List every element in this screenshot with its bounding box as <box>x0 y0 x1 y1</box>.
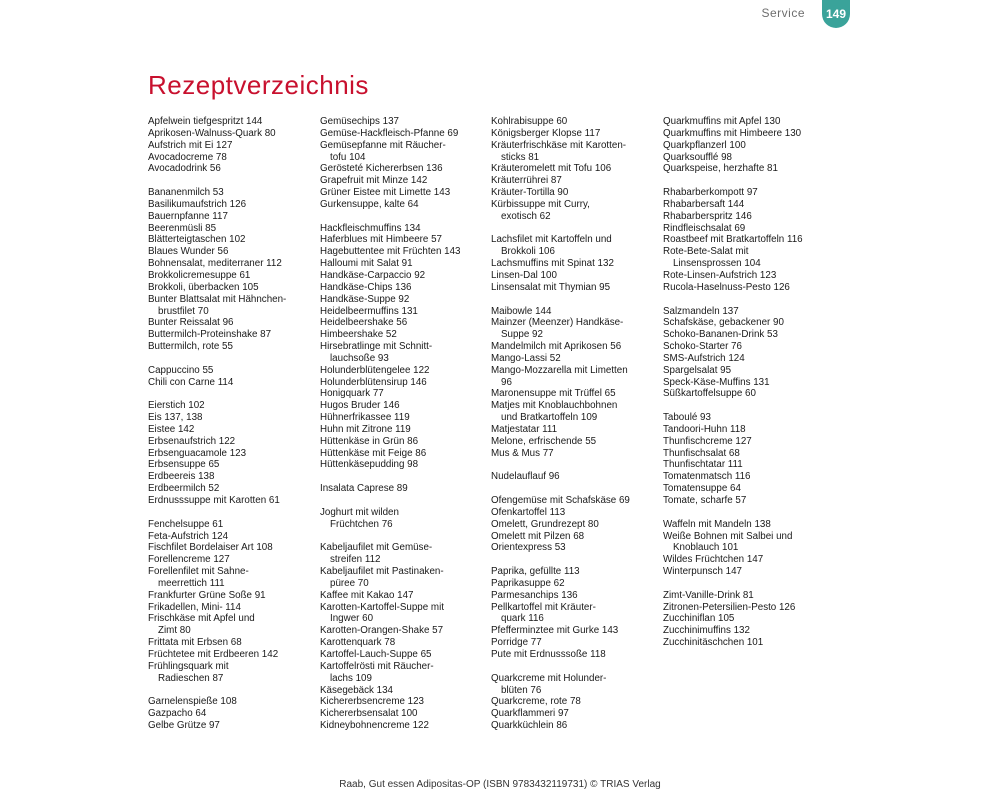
index-entry: Hüttenkäsepudding 98 <box>320 459 419 471</box>
section-label: Service <box>761 6 805 20</box>
index-entry: Quarkflammeri 97 <box>491 708 569 720</box>
group-spacer <box>320 531 488 543</box>
index-entry: Blaues Wunder 56 <box>148 246 229 258</box>
index-entry: Quarkcreme, rote 78 <box>491 696 581 708</box>
index-entry: Süßkartoffelsuppe 60 <box>663 388 756 400</box>
index-entry: Linsen-Dal 100 <box>491 269 557 281</box>
index-entry: Frikadellen, Mini- 114 <box>148 601 241 613</box>
index-entry: Kräuterfrischkäse mit Karotten- <box>491 139 627 151</box>
index-entry: Erbsenguacamole 123 <box>148 447 247 459</box>
group-spacer <box>320 471 488 483</box>
group-spacer <box>148 175 316 187</box>
index-entry-continuation: Ingwer 60 <box>330 613 374 625</box>
group-spacer <box>320 495 488 507</box>
copyright-footer: Raab, Gut essen Adipositas-OP (ISBN 9783432119731) © TRIAS Verlag <box>339 779 661 790</box>
index-entry: Quarkcreme mit Holunder- <box>491 672 607 684</box>
index-entry: Hugos Bruder 146 <box>320 400 400 412</box>
index-column-2 <box>320 116 488 732</box>
group-spacer <box>148 388 316 400</box>
index-entry: Fenchelsuppe 61 <box>148 518 224 530</box>
group-spacer <box>663 175 831 187</box>
index-entry: Kichererbsensalat 100 <box>320 708 418 720</box>
index-entry: Wildes Früchtchen 147 <box>663 554 764 566</box>
index-entry: Kabeljaufilet mit Pastinaken- <box>320 566 444 578</box>
index-entry: Hühnerfrikassee 119 <box>320 412 410 424</box>
index-entry: Schafskäse, gebackener 90 <box>663 317 784 329</box>
group-spacer <box>491 223 659 235</box>
index-entry: Tomatensuppe 64 <box>663 483 741 495</box>
index-entry: Salzmandeln 137 <box>663 305 739 317</box>
index-entry: Käsegebäck 134 <box>320 684 393 696</box>
index-entry: Feta-Aufstrich 124 <box>148 530 229 542</box>
index-entry: Quarkküchlein 86 <box>491 720 568 732</box>
index-entry: Zimt-Vanille-Drink 81 <box>663 589 754 601</box>
index-entry: Garnelenspieße 108 <box>148 696 237 708</box>
index-entry: Beerenmüsli 85 <box>148 222 217 234</box>
index-entry: Rote-Linsen-Aufstrich 123 <box>663 269 777 281</box>
group-spacer <box>491 554 659 566</box>
index-entry: Aufstrich mit Ei 127 <box>148 139 233 151</box>
index-entry: Kartoffelrösti mit Räucher- <box>320 660 434 672</box>
index-entry-continuation: 96 <box>501 376 512 388</box>
index-entry: Karottenquark 78 <box>320 637 396 649</box>
group-spacer <box>148 507 316 519</box>
index-entry: Avocadocreme 78 <box>148 151 227 163</box>
index-entry: Winterpunsch 147 <box>663 566 742 578</box>
index-entry: Gemüsechips 137 <box>320 116 399 127</box>
index-entry: Frankfurter Grüne Soße 91 <box>148 589 266 601</box>
index-entry: Orientexpress 53 <box>491 542 566 554</box>
index-entry: Gelbe Grütze 97 <box>148 720 220 732</box>
index-entry: Quarkmuffins mit Apfel 130 <box>663 116 781 127</box>
index-entry: Brokkoli, überbacken 105 <box>148 281 259 293</box>
index-entry-continuation: exotisch 62 <box>501 210 551 222</box>
index-entry: Thunfischsalat 68 <box>663 447 740 459</box>
index-entry: Erdbeermilch 52 <box>148 483 220 495</box>
index-entry: Apfelwein tiefgespritzt 144 <box>148 116 263 127</box>
index-entry: Roastbeef mit Bratkartoffeln 116 <box>663 234 803 246</box>
index-entry-continuation: Linsensprossen 104 <box>673 258 761 270</box>
index-entry: Omelett, Grundrezept 80 <box>491 518 599 530</box>
index-entry-continuation: lachs 109 <box>330 672 372 684</box>
index-entry: Hüttenkäse in Grün 86 <box>320 435 419 447</box>
index-entry: Erdbeereis 138 <box>148 471 215 483</box>
index-entry: Frittata mit Erbsen 68 <box>148 637 242 649</box>
index-entry: Eierstich 102 <box>148 400 205 412</box>
index-entry: Schoko-Bananen-Drink 53 <box>663 329 778 341</box>
index-entry: Zucchiniflan 105 <box>663 613 735 625</box>
index-entry: Zucchinimuffins 132 <box>663 625 750 637</box>
index-entry: Taboulé 93 <box>663 412 711 424</box>
index-entry: Quarkmuffins mit Himbeere 130 <box>663 127 802 139</box>
index-entry: Gemüse-Hackfleisch-Pfanne 69 <box>320 127 459 139</box>
index-entry: Insalata Caprese 89 <box>320 483 408 495</box>
index-entry: Holunderblütengelee 122 <box>320 364 430 376</box>
index-entry: Gazpacho 64 <box>148 708 207 720</box>
index-entry: Erbsensuppe 65 <box>148 459 220 471</box>
index-entry: Bauernpfanne 117 <box>148 210 228 222</box>
index-entry: Kidneybohnencreme 122 <box>320 720 429 732</box>
index-entry: Karotten-Orangen-Shake 57 <box>320 625 444 637</box>
index-entry: Matjestatar 111 <box>491 423 558 435</box>
index-entry: Paprika, gefüllte 113 <box>491 566 580 578</box>
index-entry: Bunter Reissalat 96 <box>148 317 234 329</box>
group-spacer <box>148 353 316 365</box>
index-entry: Quarkpflanzerl 100 <box>663 139 746 151</box>
index-entry: Mus & Mus 77 <box>491 447 554 459</box>
group-spacer <box>491 661 659 673</box>
index-entry: Omelett mit Pilzen 68 <box>491 530 585 542</box>
index-entry: Kräuter-Tortilla 90 <box>491 187 569 199</box>
index-entry: Tandoori-Huhn 118 <box>663 423 746 435</box>
index-entry: Grapefruit mit Minze 142 <box>320 175 428 187</box>
index-entry: Grüner Eistee mit Limette 143 <box>320 187 451 199</box>
index-entry: Hirsebratlinge mit Schnitt- <box>320 341 433 353</box>
index-entry: Hüttenkäse mit Feige 86 <box>320 447 427 459</box>
index-entry: Weiße Bohnen mit Salbei und <box>663 530 793 542</box>
index-entry: Pute mit Erdnusssoße 118 <box>491 648 606 660</box>
index-entry: Karotten-Kartoffel-Suppe mit <box>320 601 444 613</box>
index-entry: Joghurt mit wilden <box>320 506 399 518</box>
index-entry-continuation: Radieschen 87 <box>158 672 224 684</box>
index-entry: Cappuccino 55 <box>148 364 214 376</box>
index-entry: Erdnusssuppe mit Karotten 61 <box>148 495 280 506</box>
index-column-3 <box>491 116 659 732</box>
index-entry: Tomatenmatsch 116 <box>663 471 751 483</box>
index-entry-continuation: quark 116 <box>501 613 544 625</box>
index-entry: Quarksoufflé 98 <box>663 151 732 163</box>
group-spacer <box>663 578 831 590</box>
index-entry: Rhabarberkompott 97 <box>663 187 758 199</box>
index-entry: Rucola-Haselnuss-Pesto 126 <box>663 281 790 293</box>
index-entry: Rote-Bete-Salat mit <box>663 246 749 258</box>
index-entry: Rindfleischsalat 69 <box>663 222 746 234</box>
index-entry: Gurkensuppe, kalte 64 <box>320 198 419 210</box>
index-entry: Speck-Käse-Muffins 131 <box>663 376 770 388</box>
index-entry: Forellencreme 127 <box>148 554 230 566</box>
index-entry: Frühlingsquark mit <box>148 660 229 672</box>
group-spacer <box>320 211 488 223</box>
group-spacer <box>491 294 659 306</box>
index-entry: Waffeln mit Mandeln 138 <box>663 518 771 530</box>
index-entry: Königsberger Klopse 117 <box>491 127 601 139</box>
index-entry-continuation: Brokkoli 106 <box>501 246 555 258</box>
index-entry-continuation: und Bratkartoffeln 109 <box>501 412 598 424</box>
index-entry-continuation: sticks 81 <box>501 151 540 163</box>
index-entry: Halloumi mit Salat 91 <box>320 258 413 270</box>
index-entry: Haferblues mit Himbeere 57 <box>320 234 442 246</box>
index-entry: Tomate, scharfe 57 <box>663 495 747 506</box>
index-entry: Kaffee mit Kakao 147 <box>320 589 414 601</box>
index-entry: Rhabarbersaft 144 <box>663 198 745 210</box>
index-entry-continuation: püree 70 <box>330 577 369 589</box>
index-entry: Eistee 142 <box>148 423 195 435</box>
index-entry: Rhabarberspritz 146 <box>663 210 752 222</box>
index-column-1 <box>148 116 316 732</box>
index-entry: Avocadodrink 56 <box>148 163 221 175</box>
index-entry: Basilikumaufstrich 126 <box>148 198 247 210</box>
index-entry: Erbsenaufstrich 122 <box>148 435 236 447</box>
index-column-4 <box>663 116 831 649</box>
group-spacer <box>491 483 659 495</box>
index-entry: Brokkolicremesuppe 61 <box>148 269 251 281</box>
index-entry: Ofengemüse mit Schafskäse 69 <box>491 495 630 506</box>
index-entry: Matjes mit Knoblauchbohnen <box>491 400 618 412</box>
index-entry: Früchtetee mit Erdbeeren 142 <box>148 648 279 660</box>
index-entry: Kräuterrührei 87 <box>491 175 562 187</box>
index-entry: Lachsmuffins mit Spinat 132 <box>491 258 614 270</box>
index-entry: Zucchinitäschchen 101 <box>663 637 764 649</box>
group-spacer <box>663 294 831 306</box>
index-entry: Handkäse-Carpaccio 92 <box>320 269 426 281</box>
group-spacer <box>148 685 316 697</box>
index-entry: Thunfischtatar 111 <box>663 459 743 471</box>
index-entry: Hackfleischmuffins 134 <box>320 222 421 234</box>
index-entry: Paprikasuppe 62 <box>491 577 565 589</box>
index-entry: Kichererbsencreme 123 <box>320 696 425 708</box>
index-entry: Frischkäse mit Apfel und <box>148 613 255 625</box>
index-entry: Forellenfilet mit Sahne- <box>148 566 249 578</box>
index-entry: Eis 137, 138 <box>148 412 203 424</box>
index-entry: Melone, erfrischende 55 <box>491 435 597 447</box>
index-entry: Linsensalat mit Thymian 95 <box>491 281 611 293</box>
index-entry-continuation: Suppe 92 <box>501 329 543 341</box>
index-entry: Spargelsalat 95 <box>663 364 732 376</box>
index-entry-continuation: Früchtchen 76 <box>330 518 393 530</box>
group-spacer <box>663 400 831 412</box>
index-entry: Handkäse-Suppe 92 <box>320 293 410 305</box>
index-entry: Blätterteigtaschen 102 <box>148 234 246 246</box>
group-spacer <box>491 459 659 471</box>
index-entry-continuation: blüten 76 <box>501 684 542 696</box>
index-entry: Buttermilch, rote 55 <box>148 341 233 353</box>
page-title: Rezeptverzeichnis <box>148 70 369 100</box>
index-entry: Buttermilch-Proteinshake 87 <box>148 329 272 341</box>
index-entry: Chili con Carne 114 <box>148 376 234 388</box>
index-entry: Thunfischcreme 127 <box>663 435 752 447</box>
index-entry: Quarkspeise, herzhafte 81 <box>663 163 778 175</box>
index-entry: Gerösteté Kichererbsen 136 <box>320 163 443 175</box>
index-entry: Bunter Blattsalat mit Hähnchen- <box>148 293 287 305</box>
index-entry: Mainzer (Meenzer) Handkäse- <box>491 317 624 329</box>
index-entry: SMS-Aufstrich 124 <box>663 352 745 364</box>
index-entry: Aprikosen-Walnuss-Quark 80 <box>148 127 276 139</box>
index-entry: Schoko-Starter 76 <box>663 341 742 353</box>
index-entry: Mango-Lassi 52 <box>491 352 561 364</box>
index-entry: Zitronen-Petersilien-Pesto 126 <box>663 601 796 613</box>
index-entry: Kräuteromelett mit Tofu 106 <box>491 163 612 175</box>
index-entry-continuation: streifen 112 <box>330 554 381 566</box>
index-entry-continuation: Zimt 80 <box>158 625 191 637</box>
index-entry: Heidelbeershake 56 <box>320 317 408 329</box>
index-entry: Maronensuppe mit Trüffel 65 <box>491 388 616 400</box>
index-entry: Kürbissuppe mit Curry, <box>491 198 590 210</box>
index-entry: Fischfilet Bordelaiser Art 108 <box>148 542 273 554</box>
index-entry: Maibowle 144 <box>491 305 552 317</box>
index-entry: Bananenmilch 53 <box>148 187 224 199</box>
index-entry: Ofenkartoffel 113 <box>491 506 566 518</box>
index-entry-continuation: lauchsoße 93 <box>330 352 389 364</box>
index-entry: Lachsfilet mit Kartoffeln und <box>491 234 612 246</box>
index-entry: Pfefferminztee mit Gurke 143 <box>491 625 619 637</box>
index-entry-continuation: brustfilet 70 <box>158 305 209 317</box>
index-entry-continuation: tofu 104 <box>330 151 366 163</box>
index-entry: Porridge 77 <box>491 637 542 649</box>
index-entry: Pellkartoffel mit Kräuter- <box>491 601 596 613</box>
index-entry: Kabeljaufilet mit Gemüse- <box>320 542 433 554</box>
index-entry: Honigquark 77 <box>320 388 384 400</box>
index-entry: Huhn mit Zitrone 119 <box>320 423 411 435</box>
index-entry: Kohlrabisuppe 60 <box>491 116 568 127</box>
index-entry: Parmesanchips 136 <box>491 589 578 601</box>
index-entry: Hagebuttentee mit Früchten 143 <box>320 246 461 258</box>
index-entry: Handkäse-Chips 136 <box>320 281 412 293</box>
index-entry-continuation: Knoblauch 101 <box>673 542 739 554</box>
index-entry: Mango-Mozzarella mit Limetten <box>491 364 628 376</box>
page-number-badge: 149 <box>822 0 850 28</box>
group-spacer <box>663 507 831 519</box>
index-entry: Bohnensalat, mediterraner 112 <box>148 258 282 270</box>
index-entry: Holunderblütensirup 146 <box>320 376 427 388</box>
index-entry: Himbeershake 52 <box>320 329 397 341</box>
index-entry: Heidelbeermuffins 131 <box>320 305 418 317</box>
index-entry: Nudelauflauf 96 <box>491 471 560 483</box>
index-entry: Mandelmilch mit Aprikosen 56 <box>491 341 622 353</box>
index-entry: Kartoffel-Lauch-Suppe 65 <box>320 648 432 660</box>
index-entry-continuation: meerrettich 111 <box>158 577 225 589</box>
index-entry: Gemüsepfanne mit Räucher- <box>320 139 446 151</box>
